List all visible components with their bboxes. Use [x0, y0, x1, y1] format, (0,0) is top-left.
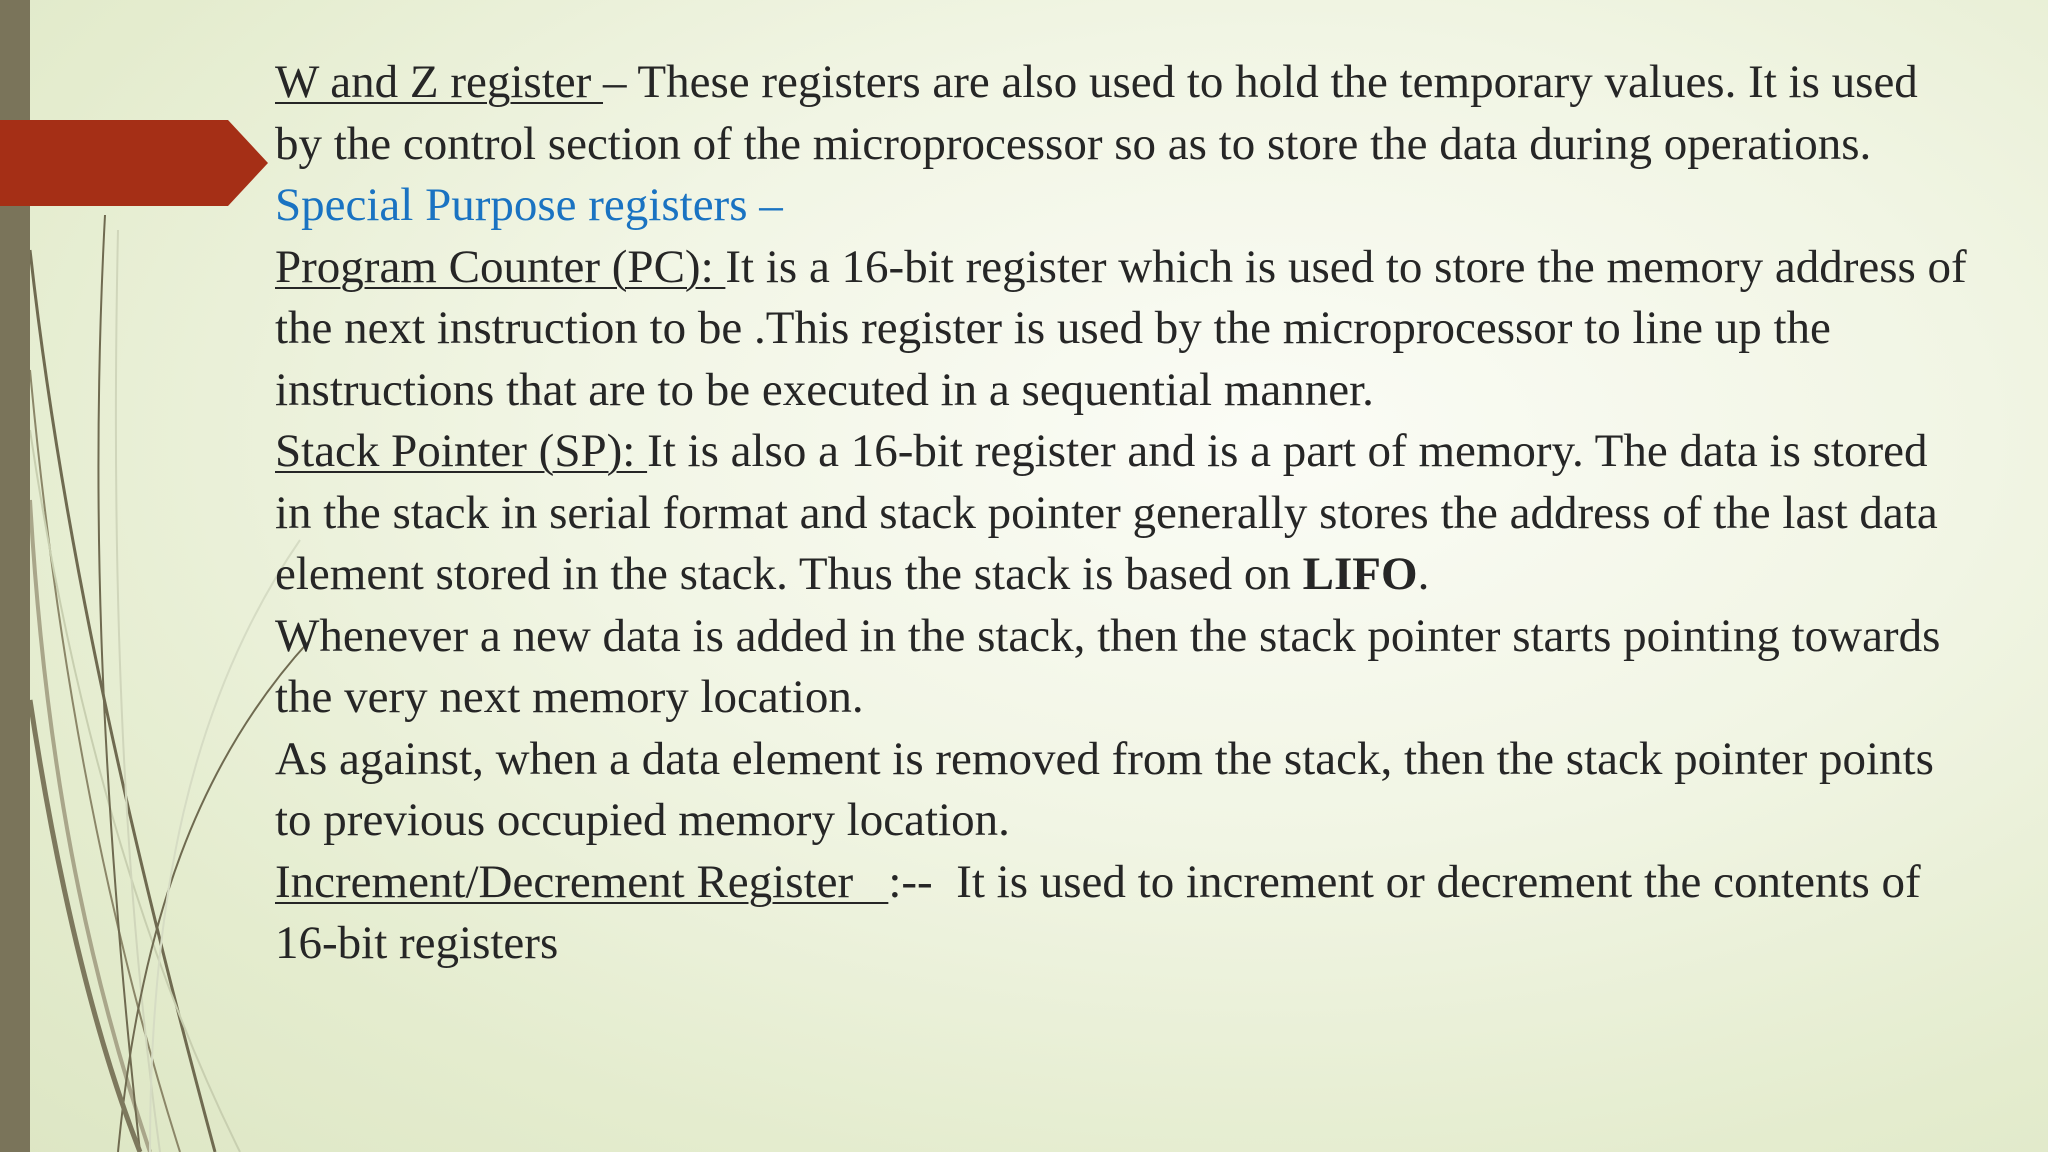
stack-pointer-label: Stack Pointer (SP):: [275, 425, 648, 477]
as-against-paragraph: As against, when a data element is removed from the stack, then the stack pointer points to previous occupied memory location.: [275, 732, 1934, 846]
lifo-bold: LIFO: [1302, 548, 1418, 600]
program-counter-text: It is a 16-bit register which is used to store the memory address of the next instruction to be .This register is used by the microprocessor to line up the instructions that are to be executed in a sequential manner.: [275, 240, 1967, 416]
program-counter-label: Program Counter (PC):: [275, 240, 726, 293]
red-arrow-tab: [0, 120, 270, 206]
stack-pointer-paragraph: [275, 421, 1975, 606]
increment-decrement-label: Increment/Decrement Register: [275, 855, 889, 908]
stack-pointer-text: It is also a 16-bit register and is a part of memory. The data is stored in the stack in serial format and stack pointer generally stores the address of the last data element stored in the stack. Thus the stack is based on: [275, 425, 1938, 600]
increment-decrement-text: :-- It is used to increment or decrement the contents of 16-bit registers: [275, 855, 1933, 969]
w-z-register-paragraph: [275, 52, 1975, 175]
w-z-register-text: – These registers are also used to hold the temporary values. It is used by the control section of the microprocessor so as to store the data during operations.: [275, 56, 1918, 170]
increment-decrement-paragraph: [275, 852, 1975, 975]
special-purpose-heading: Special Purpose registers –: [275, 179, 783, 231]
slide-body: [275, 52, 1975, 975]
program-counter-paragraph: [275, 237, 1975, 422]
stack-pointer-period: .: [1417, 548, 1430, 600]
stack-pointer-paragraph-2: Whenever a new data is added in the stack, then the stack pointer starts pointing towards the very next memory location.: [275, 609, 1941, 723]
w-z-register-label: W and Z register: [275, 56, 604, 108]
